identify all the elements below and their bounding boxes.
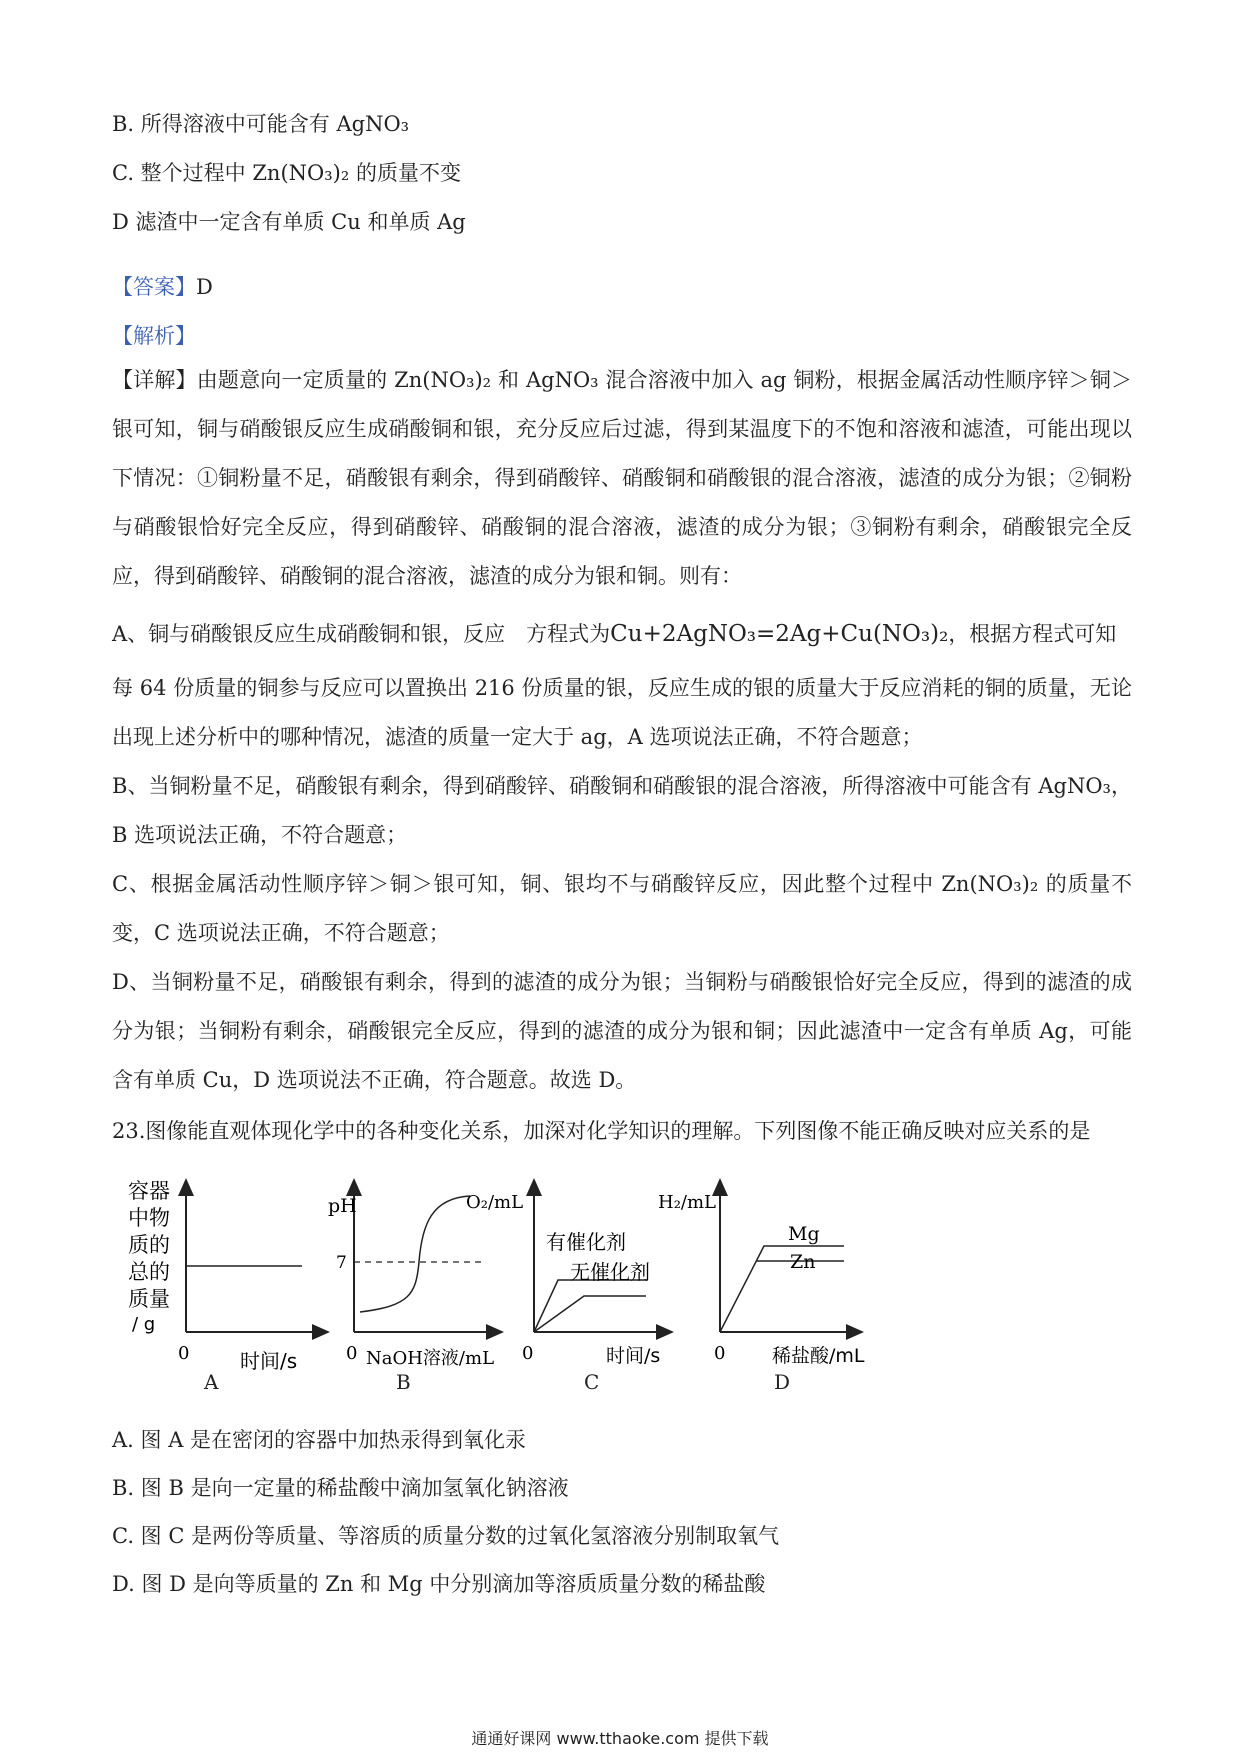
figure-c <box>466 1180 672 1367</box>
option-23-a: A. 图 A 是在密闭的容器中加热汞得到氧化汞 <box>112 1428 527 1452</box>
footer-text: 通通好课网 www.tthaoke.com 提供下载 <box>471 1729 769 1748</box>
ylabel-a-5: 质量 <box>128 1287 170 1311</box>
explain-a-paragraph: 每 64 份质量的铜参与反应可以置换出 216 份质量的银，反应生成的银的质量大于反应消耗的铜的质量，无论出现上述分析中的哪种情况，滤渣的质量一定大于 ag，A 选项说法正确，不符合题意； <box>112 676 1132 749</box>
ylabel-a-4: 总的 <box>128 1260 170 1284</box>
explain-a-part2: ，根据方程式可知 <box>948 622 1117 646</box>
detail-paragraph <box>112 356 1132 601</box>
ylabel-a-2: 中物 <box>128 1206 170 1230</box>
xlabel-d: 稀盐酸/mL <box>772 1345 865 1367</box>
detail-tag: 【详解】 <box>112 368 197 392</box>
explain-d-paragraph: D、当铜粉量不足，硝酸银有剩余，得到的滤渣的成分为银；当铜粉与硝酸银恰好完全反应，得到的滤渣的成分为银；当铜粉有剩余，硝酸银完全反应，得到的滤渣的成分为银和铜；因此滤渣中一定含有单质 Ag，可能含有单质 Cu，D 选项说法不正确，符合题意。故选 D。 <box>112 970 1132 1092</box>
ylabel-b: pH <box>328 1195 357 1217</box>
curve-d-mg <box>720 1246 844 1332</box>
ylabel-c: O₂/mL <box>466 1192 524 1213</box>
answer-value: D <box>196 275 213 299</box>
explain-a-part1: A、铜与硝酸银反应生成硝酸铜和银，反应 方程式为 <box>112 622 611 646</box>
option-c: C. 整个过程中 Zn(NO₃)₂ 的质量不变 <box>112 161 461 185</box>
tick-b-7: 7 <box>336 1253 347 1273</box>
ylabel-a-3: 质的 <box>128 1233 170 1257</box>
figures-svg <box>110 1172 1110 1372</box>
origin-d: 0 <box>714 1343 726 1364</box>
option-23-c: C. 图 C 是两份等质量、等溶质的质量分数的过氧化氢溶液分别制取氧气 <box>112 1524 780 1548</box>
answer-line <box>112 271 213 301</box>
ylabel-d: H₂/mL <box>658 1192 716 1213</box>
caption-c: C <box>584 1370 600 1394</box>
label-d-mg: Mg <box>788 1223 820 1245</box>
origin-b: 0 <box>346 1343 358 1364</box>
figure-a <box>128 1179 328 1372</box>
explain-c-paragraph: C、根据金属活动性顺序锌＞铜＞银可知，铜、银均不与硝酸锌反应，因此整个过程中 Zn(NO₃)₂ 的质量不变，C 选项说法正确，不符合题意； <box>112 872 1132 945</box>
analysis-tag: 【解析】 <box>112 324 196 348</box>
explain-a-line1 <box>112 618 1116 648</box>
ylabel-a-1: 容器 <box>128 1179 170 1203</box>
caption-d: D <box>774 1370 791 1394</box>
label-c-no-catalyst: 无催化剂 <box>570 1260 650 1284</box>
ylabel-a-6: / g <box>132 1314 156 1335</box>
origin-a: 0 <box>178 1343 190 1364</box>
label-d-zn: Zn <box>790 1251 816 1273</box>
explain-b-paragraph: B、当铜粉量不足，硝酸银有剩余，得到硝酸锌、硝酸铜和硝酸银的混合溶液，所得溶液中可能含有 AgNO₃，B 选项说法正确，不符合题意； <box>112 774 1132 847</box>
question-23: 23.图像能直观体现化学中的各种变化关系，加深对化学知识的理解。下列图像不能正确反映对应关系的是 <box>112 1119 1091 1143</box>
equation: Cu+2AgNO₃=2Ag+Cu(NO₃)₂ <box>610 621 949 647</box>
detail-text: 由题意向一定质量的 Zn(NO₃)₂ 和 AgNO₃ 混合溶液中加入 ag 铜粉，根据金属活动性顺序锌＞铜＞银可知，铜与硝酸银反应生成硝酸铜和银，充分反应后过滤，得到某温度下的不饱和溶液和滤渣，可能出现以下情况：①铜粉量不足，硝酸银有剩余，得到硝酸锌、硝酸铜和硝酸银的混合溶液，滤渣的成分为银；②铜粉与硝酸银恰好完全反应，得到硝酸锌、硝酸铜的混合溶液，滤渣的成分为银；③铜粉有剩余，硝酸银完全反应，得到硝酸锌、硝酸铜的混合溶液，滤渣的成分为银和铜。则有： <box>112 368 1133 588</box>
option-d: D 滤渣中一定含有单质 Cu 和单质 Ag <box>112 210 466 234</box>
xlabel-a: 时间/s <box>240 1349 298 1372</box>
xlabel-c: 时间/s <box>606 1345 661 1367</box>
origin-c: 0 <box>522 1343 534 1364</box>
option-23-b: B. 图 B 是向一定量的稀盐酸中滴加氢氧化钠溶液 <box>112 1476 569 1500</box>
curve-c-catalyst <box>534 1280 646 1332</box>
figure-d <box>658 1180 865 1367</box>
figure-row <box>110 1172 1110 1412</box>
option-b: B. 所得溶液中可能含有 AgNO₃ <box>112 112 410 136</box>
curve-c-no-catalyst <box>534 1296 646 1332</box>
xlabel-b: NaOH溶液/mL <box>366 1348 495 1369</box>
caption-a: A <box>204 1370 219 1394</box>
option-23-d: D. 图 D 是向等质量的 Zn 和 Mg 中分别滴加等溶质质量分数的稀盐酸 <box>112 1572 766 1596</box>
caption-b: B <box>396 1370 411 1394</box>
curve-b <box>360 1196 470 1312</box>
label-c-catalyst: 有催化剂 <box>546 1230 626 1254</box>
answer-tag: 【答案】 <box>112 275 196 299</box>
